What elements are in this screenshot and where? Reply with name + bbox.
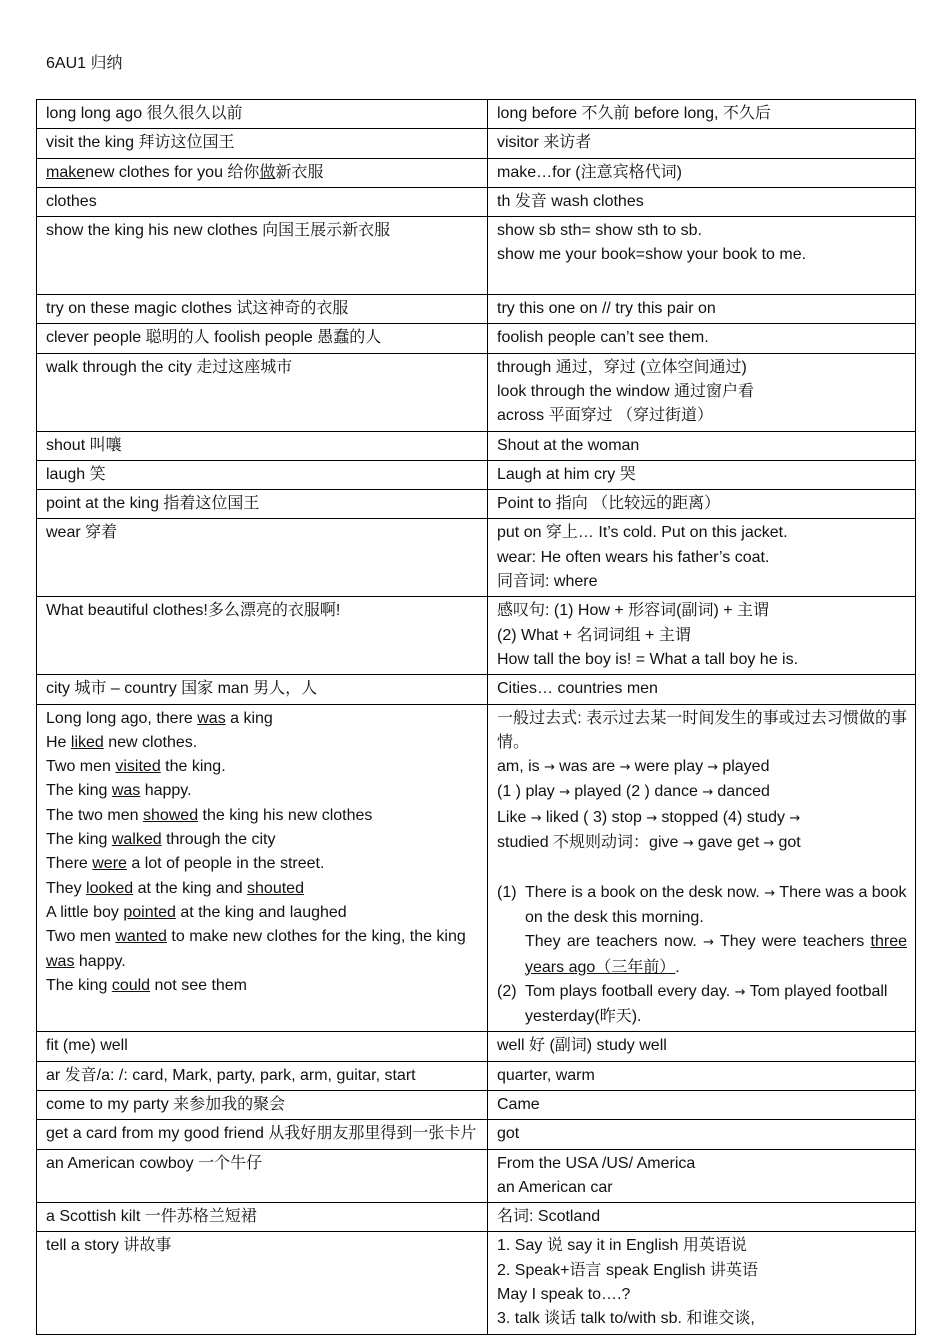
underlined-verb: liked [70,733,104,751]
text-line: Cities… countries men [497,680,658,698]
text-line [46,852,479,876]
text-part: happy. [74,952,126,970]
table-row [37,1090,916,1119]
table-row [37,460,916,489]
text-line: From the USA /US/ America [497,1154,696,1172]
right-cell [488,1232,916,1334]
left-cell [37,217,488,295]
right-cell [488,187,916,216]
text-line: put on 穿上… It’s cold. Put on this jacket. [497,524,788,542]
text-part: . [675,958,680,976]
table-row [37,1149,916,1203]
arrow-icon: → [682,836,698,852]
table-row [37,1032,916,1061]
text-line: ar 发音/a: /: card, Mark, party, park, arm, guitar, start [46,1066,416,1084]
text-line [525,983,887,1025]
text-part: not see them [150,976,248,994]
text-line [46,925,479,974]
arrow-icon: → [703,935,721,951]
underlined-verb: was [46,952,75,970]
text-line [46,804,479,828]
left-cell [37,1149,488,1203]
text-part: at the king and [133,879,248,897]
table-row [37,129,916,158]
arrow-icon: → [734,984,750,1000]
right-cell [488,460,916,489]
text-part: liked ( 3) stop [545,808,647,826]
text-line: wear 穿着 [46,524,118,542]
text-line: 感叹句: (1) How + 形容词(副词) + 主谓 [497,602,770,620]
text-line: th 发音 wash clothes [497,192,644,210]
text-line [46,755,479,779]
blank-line [497,268,907,292]
table-row [37,187,916,216]
text-line: a Scottish kilt 一件苏格兰短裙 [46,1208,257,1226]
underlined-verb: wanted [115,928,167,946]
text-part: Say 说 say it in English 用英语说 [514,1237,747,1255]
text-part: am, is [497,758,545,776]
underlined-verb: were [92,855,127,873]
underlined-verb: visited [115,758,161,776]
text-line: 同音词: where [497,573,598,591]
arrow-icon: → [759,836,779,852]
left-cell [37,353,488,431]
text-line: make…for (注意宾格代词) [497,163,682,181]
right-cell [488,675,916,704]
text-line [525,930,907,980]
text-part: through the city [161,831,276,849]
right-cell [488,353,916,431]
text-part: The king [46,831,112,849]
right-cell [488,1032,916,1061]
text-line [46,707,479,731]
text-part: May I speak to….? [497,1286,631,1304]
underlined-phrase: three years ago（三年前） [525,933,907,976]
text-line: 一般过去式: 表示过去某一时间发生的事或过去习惯做的事情。 [497,709,907,751]
text-part: Tom plays football every day. [525,982,735,1000]
table-row-past-tense [37,704,916,1032]
text-line: come to my party 来参加我的聚会 [46,1095,286,1113]
arrow-icon: → [702,785,718,801]
text-line: fit (me) well [46,1037,128,1055]
text-part: gave get [697,834,760,852]
arrow-icon: → [619,760,635,776]
text-line: show sb sth= show sth to sb. [497,222,702,240]
text-line [46,877,479,901]
table-row [37,100,916,129]
text-line: wear: He often wears his father’s coat. [497,548,770,566]
table-row [37,675,916,704]
text-part: a king [225,709,273,727]
left-cell [37,1032,488,1061]
text-line: What beautiful clothes!多么漂亮的衣服啊! [46,602,341,620]
left-cell [37,1120,488,1149]
left-cell [37,704,488,1032]
underlined-verb: shouted [247,879,304,897]
text-line: Shout at the woman [497,436,640,454]
text-line: shout 叫嚷 [46,436,122,454]
text-part: were play [634,758,704,776]
text-part: There [46,855,93,873]
text-part: studied 不规则动词：give [497,834,683,852]
text-line: city 城市 – country 国家 man 男人，人 [46,680,318,698]
text-line: try on these magic clothes 试这神奇的衣服 [46,300,349,318]
arrow-icon: → [703,760,723,776]
text-line [497,806,907,831]
text-part: got [778,834,801,852]
text-line: show the king his new clothes 向国王展示新衣服 [46,222,391,240]
text-line [497,755,907,780]
table-row [37,217,916,295]
text-line: walk through the city 走过这座城市 [46,358,293,376]
right-cell [488,217,916,295]
right-cell [488,597,916,675]
table-row [37,324,916,353]
summary-table [36,99,916,1335]
list-item [497,1234,907,1258]
text-part: the king. [160,758,226,776]
underlined-verb: pointed [123,903,176,921]
text-part: The king [46,782,112,800]
left-cell [37,675,488,704]
right-cell [488,100,916,129]
table-row [37,490,916,519]
text-line [497,831,907,856]
text-part: Speak+语言 speak English 讲英语 [514,1261,759,1279]
text-line: visitor 来访者 [497,134,592,152]
text-line [497,780,907,805]
text-line: get a card from my good friend 从我好朋友那里得到一张卡片 [46,1125,477,1143]
underlined-verb: showed [142,806,199,824]
text-part: talk 谈话 talk to/with sb. 和谁交谈, [514,1310,755,1328]
underlined-verb: walked [111,831,162,849]
text-part: Like [497,808,531,826]
left-cell [37,519,488,597]
text-line: clothes [46,192,97,210]
text-line: Laugh at him cry 哭 [497,465,636,483]
left-cell [37,1090,488,1119]
text-part: played (2 ) dance [574,783,703,801]
text-line: long long ago 很久很久以前 [46,105,243,122]
left-cell [37,129,488,158]
text-part: (1 ) play [497,783,560,801]
text-line: Point to 指向 （比较远的距离） [497,495,721,513]
text-line: an American car [497,1178,613,1196]
text-line [525,884,906,926]
text-part: the king his new clothes [198,806,373,824]
left-cell [37,158,488,187]
list-number: 1. [497,1237,511,1255]
text-part: 新衣服 [275,163,324,181]
text-part: played [722,758,770,776]
underlined-verb: was [197,709,226,727]
right-cell [488,1120,916,1149]
text-part: They [46,879,87,897]
text-line: look through the window 通过窗户看 [497,382,755,400]
text-line [46,901,479,925]
text-line: How tall the boy is! = What a tall boy he is. [497,650,799,668]
text-line: try this one on // try this pair on [497,300,716,318]
list-number: (1) [497,883,517,901]
table-row [37,1061,916,1090]
text-line: clever people 聪明的人 foolish people 愚蠢的人 [46,329,382,347]
left-cell [37,187,488,216]
text-part: new clothes for you 给你 [85,163,260,181]
text-line: an American cowboy 一个牛仔 [46,1154,263,1172]
arrow-icon: → [764,885,780,901]
table-row [37,519,916,597]
right-cell [488,431,916,460]
left-cell [37,1203,488,1232]
right-cell [488,1090,916,1119]
table-row [37,1120,916,1149]
underlined-verb: looked [86,879,134,897]
left-cell [37,490,488,519]
text-line: got [497,1125,520,1143]
text-part: happy. [140,782,192,800]
left-cell [37,1061,488,1090]
text-line: across 平面穿过 （穿过街道） [497,407,714,425]
text-part: Two men [46,758,116,776]
list-item [497,881,907,980]
arrow-icon: → [559,785,575,801]
text-line: 名词: Scotland [497,1208,601,1226]
underlined-verb: was [111,782,141,800]
table-row [37,1203,916,1232]
right-cell [488,1061,916,1090]
list-item [497,1307,907,1331]
text-part: new clothes. [103,733,198,751]
left-cell [37,324,488,353]
arrow-icon: → [530,810,546,826]
text-part: The king [46,976,112,994]
table-row [37,158,916,187]
text-part: danced [717,783,770,801]
text-line [46,974,479,998]
arrow-icon: → [789,810,801,826]
underlined-word: make [46,163,86,181]
right-cell [488,1203,916,1232]
text-part: was are [559,758,620,776]
text-part: There was a book on the desk this morning. [525,883,907,926]
text-part: He [46,733,71,751]
table-row-story [37,1232,916,1334]
list-item [497,1259,907,1283]
right-cell [488,1149,916,1203]
left-cell [37,1232,488,1334]
right-cell [488,519,916,597]
left-cell [37,597,488,675]
text-part: They are teachers now. [525,933,704,951]
text-line: quarter, warm [497,1066,595,1084]
text-line [46,828,479,852]
text-part: A little boy [46,903,124,921]
list-number: (2) [497,982,517,1000]
table-row [37,597,916,675]
page-title: 6AU1 归纳 [46,55,123,72]
list-item [497,1283,907,1307]
left-cell [37,431,488,460]
underlined-word: 做 [259,163,276,181]
text-part: The two men [46,806,143,824]
table-row [37,431,916,460]
left-cell [37,100,488,129]
underlined-verb: could [111,976,151,994]
text-line: (2) What + 名词词组 + 主谓 [497,626,691,644]
text-line: tell a story 讲故事 [46,1237,172,1255]
text-line: point at the king 指着这位国王 [46,495,260,513]
right-cell [488,158,916,187]
table-row [37,353,916,431]
left-cell [37,295,488,324]
list-number: 3. [497,1310,511,1328]
list-number: 2. [497,1261,511,1279]
left-cell [37,460,488,489]
text-line [46,779,479,803]
text-part: Long long ago, there [46,709,198,727]
text-part: stopped (4) study [661,808,790,826]
right-cell [488,704,916,1032]
text-line: visit the king 拜访这位国王 [46,134,235,152]
arrow-icon: → [646,810,662,826]
text-line [46,731,479,755]
text-part: to make new clothes for the king, the king [166,928,466,946]
right-cell [488,324,916,353]
text-line: Came [497,1095,540,1113]
blank-line [497,856,907,880]
text-line: foolish people can’t see them. [497,329,709,347]
text-line [46,161,479,185]
text-part: a lot of people in the street. [126,855,325,873]
text-line: show me your book=show your book to me. [497,246,807,264]
text-line: through 通过，穿过 (立体空间通过) [497,358,747,376]
text-part: Two men [46,928,116,946]
text-line: long before 不久前 before long, 不久后 [497,105,771,122]
text-part: They were teachers [720,933,871,951]
text-line: well 好 (副词) study well [497,1037,667,1055]
right-cell [488,490,916,519]
right-cell [488,295,916,324]
text-part: There is a book on the desk now. [525,883,765,901]
text-part: Tom played football yesterday(昨天). [525,982,888,1026]
text-part: at the king and laughed [175,903,347,921]
arrow-icon: → [544,760,560,776]
table-row [37,295,916,324]
text-line: laugh 笑 [46,465,106,483]
list-item [497,980,907,1030]
right-cell [488,129,916,158]
